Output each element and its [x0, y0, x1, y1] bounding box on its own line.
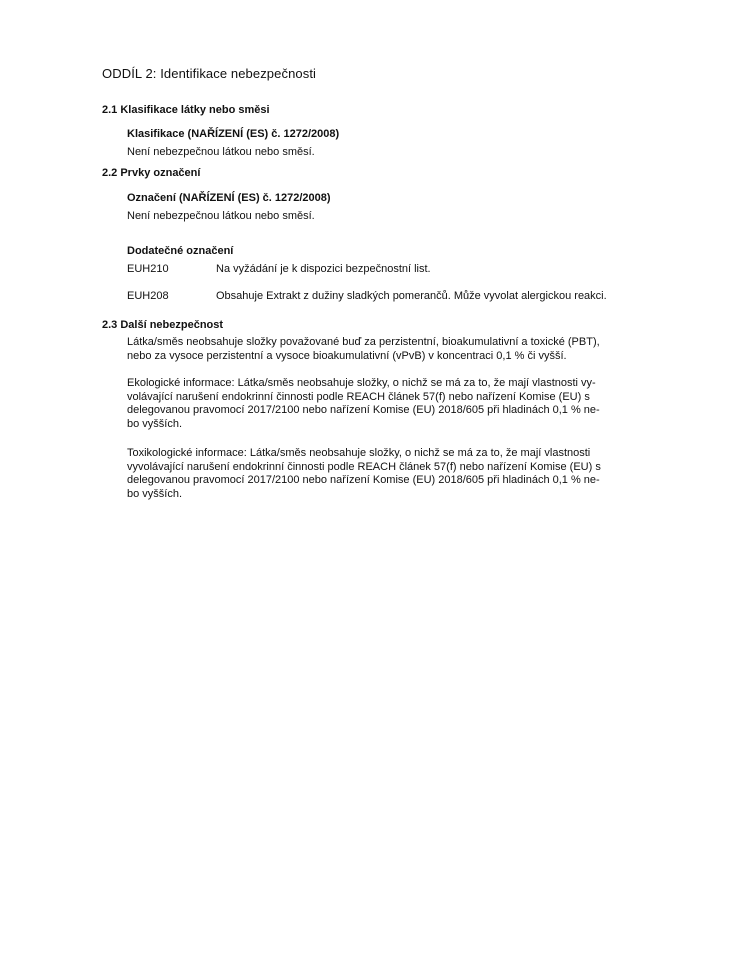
classification-text: Není nebezpečnou látkou nebo směsí.: [127, 146, 315, 158]
heading-2-1: 2.1 Klasifikace látky nebo směsi: [102, 104, 270, 116]
paragraph-line: Ekologické informace: Látka/směs neobsahuje složky, o nichž se má za to, že mají vlastnosti vy-: [127, 377, 596, 389]
paragraph-line: volávající narušení endokrinní činnosti podle REACH článek 57(f) nebo nařízení Komise (EU) s: [127, 390, 590, 403]
paragraph-line: delegovanou pravomocí 2017/2100 nebo nařízení Komise (EU) 2018/605 při hladinách 0,1 % ne-: [127, 474, 600, 486]
paragraph-line: bo vyšších.: [127, 417, 183, 430]
additional-labelling-heading: Dodatečné označení: [127, 245, 234, 257]
heading-2-2: 2.2 Prvky označení: [102, 167, 201, 179]
labelling-text: Není nebezpečnou látkou nebo směsí.: [127, 210, 315, 222]
section-title: ODDÍL 2: Identifikace nebezpečnosti: [102, 66, 317, 81]
paragraph-line: nebo za vysoce perzistentní a vysoce bioakumulativní (vPvB) v koncentraci 0,1 % či vyšší.: [127, 349, 567, 362]
ecological-info-paragraph: [127, 377, 652, 431]
paragraph-line: delegovanou pravomocí 2017/2100 nebo nařízení Komise (EU) 2018/605 při hladinách 0,1 % ne-: [127, 404, 600, 416]
paragraph-line: bo vyšších.: [127, 487, 183, 500]
labelling-heading: Označení (NAŘÍZENÍ (ES) č. 1272/2008): [127, 192, 331, 204]
paragraph-line: Látka/směs neobsahuje složky považované buď za perzistentní, bioakumulativní a toxické (PBT),: [127, 336, 600, 348]
statement-text: Obsahuje Extrakt z dužiny sladkých pomerančů. Může vyvolat alergickou reakci.: [216, 290, 607, 302]
pbt-paragraph: [127, 336, 652, 363]
statement-code: EUH210: [127, 263, 169, 275]
heading-2-3: 2.3 Další nebezpečnost: [102, 319, 224, 331]
paragraph-line: Toxikologické informace: Látka/směs neobsahuje složky, o nichž se má za to, že mají vlastnosti: [127, 447, 591, 459]
classification-heading: Klasifikace (NAŘÍZENÍ (ES) č. 1272/2008): [127, 128, 340, 140]
toxicological-info-paragraph: [127, 447, 652, 501]
paragraph-line: vyvolávající narušení endokrinní činnosti podle REACH článek 57(f) nebo nařízení Komise (EU) s: [127, 460, 601, 473]
statement-text: Na vyžádání je k dispozici bezpečnostní list.: [216, 263, 431, 275]
statement-code: EUH208: [127, 290, 169, 302]
